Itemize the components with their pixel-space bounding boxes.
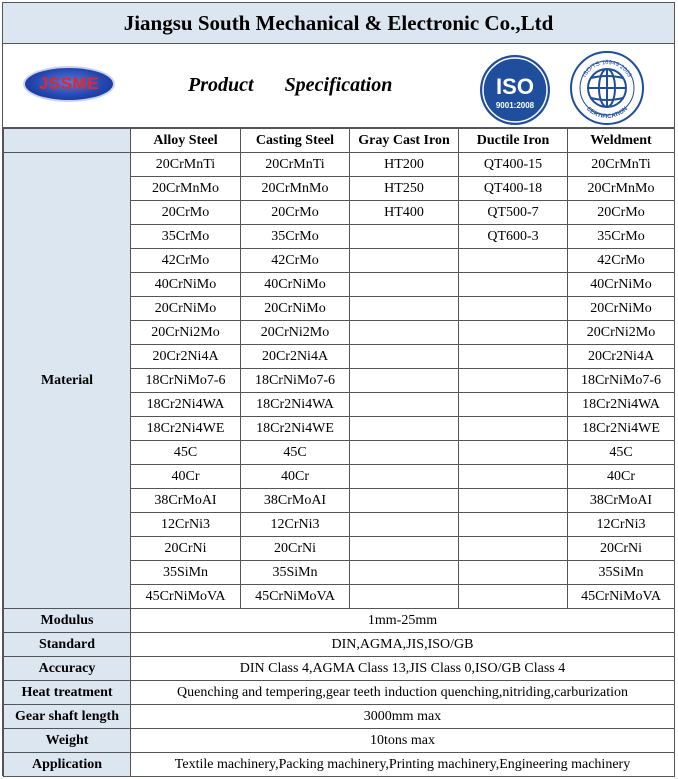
material-cell [459, 441, 568, 465]
material-cell: 20CrNiMo [241, 297, 350, 321]
material-cell [459, 513, 568, 537]
material-cell: 45C [131, 441, 241, 465]
spec-label: Accuracy [4, 657, 131, 681]
material-cell [459, 417, 568, 441]
material-cell [350, 369, 459, 393]
material-cell [459, 345, 568, 369]
material-cell: 35SiMn [568, 561, 675, 585]
material-cell [459, 321, 568, 345]
col-header-gray-cast-iron: Gray Cast Iron [350, 129, 459, 153]
material-cell: 38CrMoAI [568, 489, 675, 513]
material-cell [350, 345, 459, 369]
material-cell: 40Cr [131, 465, 241, 489]
material-cell [350, 417, 459, 441]
material-cell [350, 393, 459, 417]
material-cell: 40CrNiMo [241, 273, 350, 297]
material-cell: QT400-18 [459, 177, 568, 201]
material-cell: 20CrNi [131, 537, 241, 561]
material-cell: 45CrNiMoVA [131, 585, 241, 609]
spec-label: Modulus [4, 609, 131, 633]
material-cell: HT200 [350, 153, 459, 177]
material-cell [459, 297, 568, 321]
material-cell: 20CrMnMo [131, 177, 241, 201]
jssme-logo: JSSME [23, 66, 115, 102]
material-cell [350, 465, 459, 489]
material-cell: 12CrNi3 [131, 513, 241, 537]
material-cell [459, 465, 568, 489]
material-cell [350, 585, 459, 609]
spec-row [4, 657, 675, 681]
material-cell: 20CrMnMo [568, 177, 675, 201]
material-cell: 35CrMo [568, 225, 675, 249]
material-cell: HT250 [350, 177, 459, 201]
material-cell: 40CrNiMo [568, 273, 675, 297]
spec-value: 10tons max [131, 729, 675, 753]
material-cell: 45C [241, 441, 350, 465]
material-cell [350, 225, 459, 249]
material-cell: 12CrNi3 [241, 513, 350, 537]
material-cell [459, 393, 568, 417]
title-word-product: Product [188, 74, 254, 96]
spec-row [4, 729, 675, 753]
material-cell: 20CrNi [568, 537, 675, 561]
material-cell: 18Cr2Ni4WE [241, 417, 350, 441]
material-cell [459, 537, 568, 561]
material-cell: 35CrMo [131, 225, 241, 249]
spec-value: 3000mm max [131, 705, 675, 729]
material-cell [350, 441, 459, 465]
material-cell [459, 489, 568, 513]
spec-label: Weight [4, 729, 131, 753]
material-cell: 20CrNiMo [568, 297, 675, 321]
material-cell: 35SiMn [241, 561, 350, 585]
material-cell: 20Cr2Ni4A [568, 345, 675, 369]
material-cell: 20Cr2Ni4A [131, 345, 241, 369]
material-cell: 35SiMn [131, 561, 241, 585]
spec-label: Application [4, 753, 131, 777]
material-cell [350, 297, 459, 321]
material-cell: 18CrNiMo7-6 [241, 369, 350, 393]
material-cell: QT500-7 [459, 201, 568, 225]
material-cell: 38CrMoAI [241, 489, 350, 513]
material-cell [350, 561, 459, 585]
material-cell: QT600-3 [459, 225, 568, 249]
material-cell: 18Cr2Ni4WA [568, 393, 675, 417]
material-cell [459, 561, 568, 585]
material-cell: 42CrMo [568, 249, 675, 273]
material-cell: 42CrMo [131, 249, 241, 273]
header-corner-cell [4, 129, 131, 153]
material-cell: QT400-15 [459, 153, 568, 177]
material-cell: 20CrMnMo [241, 177, 350, 201]
material-cell [459, 273, 568, 297]
material-row [4, 153, 675, 177]
material-cell: 45CrNiMoVA [241, 585, 350, 609]
material-cell: 20CrMnTi [568, 153, 675, 177]
spec-label: Heat treatment [4, 681, 131, 705]
material-rows [4, 153, 675, 609]
material-cell: HT400 [350, 201, 459, 225]
iso-ts-certification-badge [569, 50, 645, 126]
material-cell: 20Cr2Ni4A [241, 345, 350, 369]
material-cell [350, 273, 459, 297]
spec-value: Textile machinery,Packing machinery,Printing machinery,Engineering machinery [131, 753, 675, 777]
material-cell [350, 513, 459, 537]
material-cell: 20CrNi [241, 537, 350, 561]
material-cell [459, 585, 568, 609]
header-banner [3, 44, 674, 128]
material-cell: 45C [568, 441, 675, 465]
material-cell [459, 369, 568, 393]
col-header-weldment: Weldment [568, 129, 675, 153]
material-cell [350, 489, 459, 513]
iso-badge-sub: 9001:2008 [495, 101, 535, 110]
iso-9001-badge [479, 54, 551, 126]
material-cell: 18Cr2Ni4WA [241, 393, 350, 417]
cert-badge-bottom-text: CERTIFICATION [585, 106, 629, 121]
material-cell: 12CrNi3 [568, 513, 675, 537]
spec-rows [4, 609, 675, 777]
material-cell: 18CrNiMo7-6 [131, 369, 241, 393]
company-name: Jiangsu South Mechanical & Electronic Co.,Ltd [3, 3, 674, 44]
material-cell: 40Cr [241, 465, 350, 489]
spec-row [4, 633, 675, 657]
cert-badge-top-text: ISO/TS 16949:2009 [581, 59, 633, 79]
material-cell: 20CrNi2Mo [568, 321, 675, 345]
spec-label: Standard [4, 633, 131, 657]
spec-value: 1mm-25mm [131, 609, 675, 633]
material-cell: 35CrMo [241, 225, 350, 249]
material-cell: 42CrMo [241, 249, 350, 273]
col-header-casting-steel: Casting Steel [241, 129, 350, 153]
material-cell [350, 537, 459, 561]
material-cell: 18CrNiMo7-6 [568, 369, 675, 393]
spec-row [4, 753, 675, 777]
material-cell: 20CrMo [568, 201, 675, 225]
specification-table [3, 128, 675, 777]
material-cell: 20CrMo [241, 201, 350, 225]
spec-value: Quenching and tempering,gear teeth induction quenching,nitriding,carburization [131, 681, 675, 705]
table-header-row [4, 129, 675, 153]
spec-value: DIN Class 4,AGMA Class 13,JIS Class 0,ISO/GB Class 4 [131, 657, 675, 681]
material-cell [459, 249, 568, 273]
material-cell: 20CrMnTi [241, 153, 350, 177]
material-cell: 40Cr [568, 465, 675, 489]
globe-icon [588, 69, 626, 107]
spec-row [4, 705, 675, 729]
iso-badge-main: ISO [496, 74, 534, 99]
title-word-specification: Specification [284, 74, 393, 96]
spec-row [4, 681, 675, 705]
material-cell: 20CrMnTi [131, 153, 241, 177]
material-cell: 20CrNiMo [131, 297, 241, 321]
material-cell: 18Cr2Ni4WE [568, 417, 675, 441]
product-specification-title [188, 74, 392, 97]
row-label-material: Material [4, 153, 131, 609]
spec-value: DIN,AGMA,JIS,ISO/GB [131, 633, 675, 657]
col-header-ductile-iron: Ductile Iron [459, 129, 568, 153]
material-cell: 18Cr2Ni4WE [131, 417, 241, 441]
material-cell: 20CrNi2Mo [131, 321, 241, 345]
material-cell: 20CrNi2Mo [241, 321, 350, 345]
material-cell: 18Cr2Ni4WA [131, 393, 241, 417]
material-cell: 40CrNiMo [131, 273, 241, 297]
spec-label: Gear shaft length [4, 705, 131, 729]
material-cell [350, 321, 459, 345]
material-cell [350, 249, 459, 273]
material-cell: 45CrNiMoVA [568, 585, 675, 609]
material-cell: 20CrMo [131, 201, 241, 225]
material-cell: 38CrMoAI [131, 489, 241, 513]
spec-row [4, 609, 675, 633]
col-header-alloy-steel: Alloy Steel [131, 129, 241, 153]
